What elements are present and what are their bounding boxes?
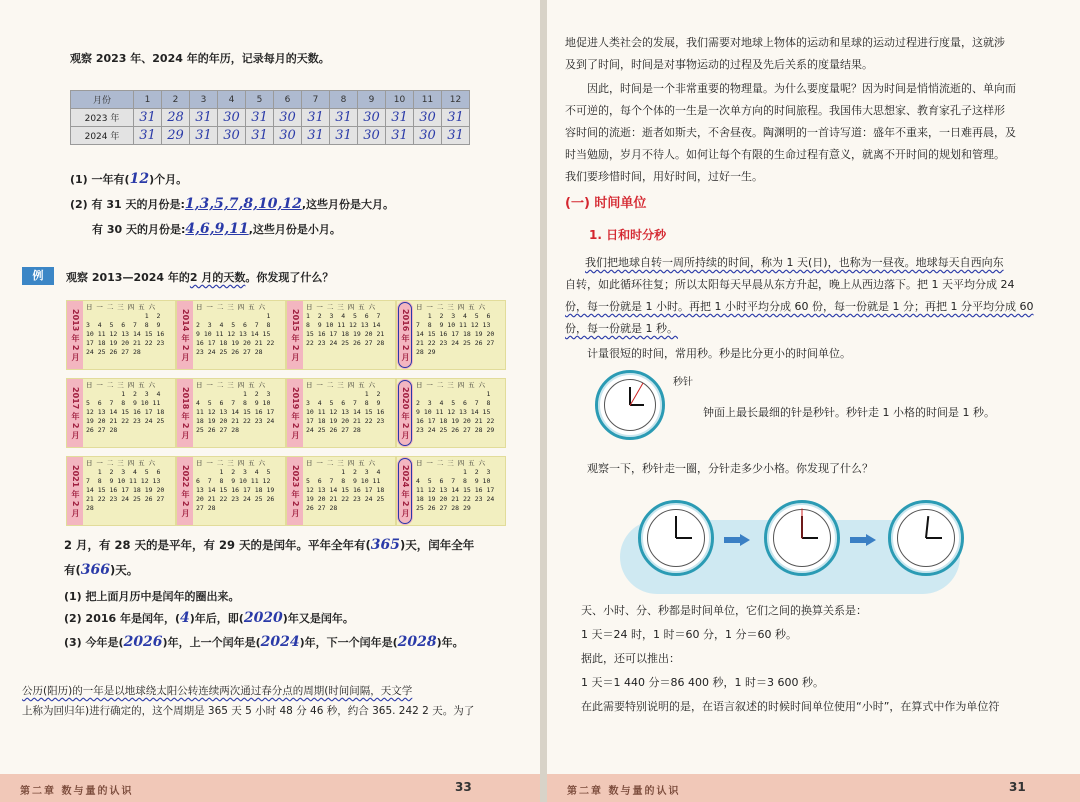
right-arrow-icon	[724, 534, 750, 546]
q3-suffix: ,这些月份是小月。	[248, 223, 341, 236]
clock-icon-end	[888, 500, 964, 576]
para1-answer-2: 366	[80, 562, 110, 578]
subsection-title: 1. 日和时分秒	[589, 228, 667, 242]
calendar-week-row: 18 19 20 21 22 23 24	[196, 417, 275, 425]
day-cell: 31	[386, 127, 414, 145]
example-tag: 例	[22, 267, 54, 285]
item2-answer-2: 2020	[243, 610, 283, 626]
text-line-1: 地促进人类社会的发展，我们需要对地球上物体的运动和星球的运动过程进行度量，这就涉	[565, 36, 1005, 49]
calendar-week-row: 14 15 16 17 18 19 20	[86, 486, 165, 494]
calendar-days	[196, 303, 274, 357]
second-hand	[802, 509, 803, 539]
calendar-days	[196, 381, 274, 435]
calendar-week-row: 1 2 3 4 5	[196, 468, 271, 476]
calendar-week-row: 28	[86, 504, 94, 512]
day-cell: 30	[358, 127, 386, 145]
para2-line-5: 我们要珍惜时间，用好时间，过好一生。	[565, 170, 763, 183]
page-number: 31	[1009, 780, 1026, 794]
example-text-b: 2 月的天数	[189, 271, 246, 284]
item2-b: )年后，即(	[189, 612, 244, 625]
left-footer	[0, 774, 540, 802]
q2-suffix: ,这些月份是大月。	[301, 198, 395, 211]
chapter-label: 第二章 数与量的认识	[567, 786, 681, 797]
calendar-week-row: 8 9 10 11 12 13 14	[306, 321, 381, 329]
item3-answer-2: 2024	[260, 634, 300, 650]
question-3	[92, 222, 341, 237]
calendar-week-row: 19 20 21 22 23 24 25	[306, 495, 385, 503]
page-number: 33	[455, 780, 472, 794]
calendar-week-row: 日 一 二 三 四 五 六	[196, 381, 265, 389]
item3-answer-3: 2028	[397, 634, 437, 650]
item3-b: )年，上一个闰年是(	[162, 636, 261, 649]
q3-prefix: 有 30 天的月份是:	[92, 223, 186, 236]
calendar-days	[86, 381, 164, 435]
bottom-para-line-2: 上称为回归年)进行确定的，这个周期是 365 天 5 小时 48 分 46 秒，约合 365. 242 2 天。为了	[22, 705, 475, 717]
item3-c: )年，下一个闰年是(	[299, 636, 398, 649]
example-text-c: 。你发现了什么？	[245, 271, 334, 284]
calendar-week-row: 17 18 19 20 21 22 23	[86, 339, 165, 347]
calendar-week-row: 14 15 16 17 18 19 20	[416, 330, 495, 338]
calendar-week-row: 日 一 二 三 四 五 六	[306, 303, 375, 311]
hour-hand	[630, 404, 644, 406]
right-footer	[547, 774, 1080, 802]
calendar-week-row: 日 一 二 三 四 五 六	[86, 381, 155, 389]
time-definition: 及到了时间，时间是对事物运动的过程及先后关系的度量结果。	[565, 58, 873, 71]
day-cell: 30	[358, 109, 386, 127]
section-title: (一) 时间单位	[565, 196, 647, 211]
day-cell: 29	[162, 127, 190, 145]
february-calendar	[176, 300, 286, 370]
table-row	[71, 109, 470, 127]
q1-suffix: )个月。	[149, 173, 188, 186]
day-cell: 31	[330, 109, 358, 127]
calendar-week-row: 12 13 14 15 16 17 18	[86, 408, 165, 416]
calendar-year-label: 2013 年 2 月	[67, 301, 83, 369]
february-calendar	[66, 378, 176, 448]
clock-icon-middle	[764, 500, 840, 576]
row-label: 2023 年	[71, 109, 134, 127]
para1-a: 2 月，有 28 天的是平年，有 29 天的是闰年。平年全年有(	[64, 538, 371, 552]
day-cell: 30	[274, 109, 302, 127]
item2-c: )年又是闰年。	[282, 612, 354, 625]
month-cell: 9	[358, 91, 386, 109]
calendar-week-row: 日 一 二 三 四 五 六	[416, 459, 485, 467]
q2-prefix: (2) 有 31 天的月份是:	[70, 198, 185, 211]
calendar-week-row: 1 2 3 4 5 6 7	[306, 312, 381, 320]
calendar-week-row: 18 19 20 21 22 23 24	[416, 495, 495, 503]
day-cell: 30	[218, 127, 246, 145]
calendar-week-row: 1 2 3 4 5 6	[416, 312, 491, 320]
para3-line-1: 我们把地球自转一周所持续的时间，称为 1 天(日)，也称为一昼夜。地球每天自西向东	[585, 256, 1004, 269]
units-intro: 天、小时、分、秒都是时间单位，它们之间的换算关系是：	[581, 604, 867, 617]
month-cell: 8	[330, 91, 358, 109]
chapter-label: 第二章 数与量的认识	[20, 786, 134, 797]
units-relation-2: 1 天＝1 440 分＝86 400 秒，1 时＝3 600 秒。	[581, 676, 824, 689]
calendar-week-row: 22 23 24 25 26 27 28	[306, 339, 385, 347]
calendar-week-row: 25 26 27 28	[196, 426, 240, 434]
right-page	[547, 0, 1080, 802]
clock-icon-start	[638, 500, 714, 576]
february-calendar	[66, 300, 176, 370]
para1-d: )天。	[110, 563, 139, 577]
para2-line-4: 时当勉励，岁月不待人。如何让每个有限的生命过程有意义，就离不开时间的规划和管理。	[565, 148, 1005, 161]
month-cell: 3	[190, 91, 218, 109]
day-cell: 31	[134, 127, 162, 145]
calendar-week-row: 4 5 6 7 8 9 10	[196, 399, 271, 407]
right-arrow-icon	[850, 534, 876, 546]
hour-hand	[676, 537, 692, 539]
calendar-week-row: 24 25 26 27 28	[306, 426, 361, 434]
para4: 计量很短的时间，常用秒。秒是比分更小的时间单位。	[587, 347, 851, 360]
para1-b: )天，闰年全年	[400, 538, 475, 552]
calendar-week-row: 5 6 7 8 9 10 11	[306, 477, 381, 485]
calendar-week-row: 20 21 22 23 24 25 26	[196, 495, 275, 503]
calendar-week-row: 9 10 11 12 13 14 15	[196, 330, 271, 338]
question-1	[70, 172, 187, 187]
calendar-week-row: 11 12 13 14 15 16 17	[416, 486, 495, 494]
calendar-week-row: 1 2 3 4	[86, 390, 161, 398]
table-header-label: 月份	[71, 91, 134, 109]
month-cell: 4	[218, 91, 246, 109]
calendar-week-row: 23 24 25 26 27 28	[196, 348, 263, 356]
item2-a: (2) 2016 年是闰年，(	[64, 612, 181, 625]
calendar-week-row: 6 7 8 9 10 11 12	[196, 477, 271, 485]
calendar-week-row: 1 2 3 4 5 6	[86, 468, 161, 476]
calendar-days	[196, 459, 274, 513]
calendar-week-row: 日 一 二 三 四 五 六	[196, 459, 265, 467]
para2-line-2: 不可逆的，每个个体的一生是一次单方向的时间旅程。我国伟大思想家、教育家孔子这样形	[565, 104, 1005, 117]
table-header-row	[71, 91, 470, 109]
day-cell: 31	[386, 109, 414, 127]
text-line-2	[565, 58, 873, 72]
calendar-days	[416, 303, 494, 357]
calendar-week-row: 日 一 二 三 四 五 六	[416, 303, 485, 311]
february-calendar	[66, 456, 176, 526]
february-calendar	[286, 300, 396, 370]
calendar-week-row: 7 8 9 10 11 12 13	[416, 321, 491, 329]
calendar-week-row: 13 14 15 16 17 18 19	[196, 486, 275, 494]
calendar-week-row: 10 11 12 13 14 15 16	[306, 408, 385, 416]
calendar-week-row: 21 22 23 24 25 26 27	[416, 339, 495, 347]
calendar-week-row: 17 18 19 20 21 22 23	[306, 417, 385, 425]
day-cell: 30	[218, 109, 246, 127]
calendar-year-label: 2015 年 2 月	[287, 301, 303, 369]
calendar-year-label: 2016 年 2 月	[397, 301, 413, 369]
calendar-week-row: 1	[196, 312, 271, 320]
day-cell: 31	[442, 109, 470, 127]
day-cell: 31	[246, 127, 274, 145]
calendar-days	[306, 381, 384, 435]
calendar-week-row: 16 17 18 19 20 21 22	[416, 417, 495, 425]
bottom-para-line-1: 公历(阳历)的一年是以地球绕太阳公转连续两次通过春分点的周期(时间间隔，天文学	[22, 685, 413, 697]
calendar-week-row: 1 2	[306, 390, 381, 398]
item-1: (1) 把上面月历中是闰年的圈出来。	[64, 590, 240, 603]
calendar-week-row: 1 2 3	[196, 390, 271, 398]
calendar-week-row: 1 2 3 4	[306, 468, 381, 476]
para3-line-2: 自转，如此循环往复；所以太阳每天早晨从东方升起，晚上从西边落下。把 1 天平均分成 24	[565, 278, 1015, 291]
calendar-year-label: 2023 年 2 月	[287, 457, 303, 525]
calendar-week-row: 2 3 4 5 6 7 8	[416, 399, 491, 407]
february-calendar	[396, 456, 506, 526]
para1-c: 有(	[64, 563, 81, 577]
para2-line-3: 容时间的流逝：逝者如斯夫，不舍昼夜。陶渊明的一首诗写道：盛年不重来，一日难再晨，及	[565, 126, 1016, 139]
calendar-week-row: 日 一 二 三 四 五 六	[86, 303, 155, 311]
day-cell: 31	[134, 109, 162, 127]
calendar-week-row: 1 2 3	[416, 468, 491, 476]
table-row	[71, 127, 470, 145]
day-cell: 31	[246, 109, 274, 127]
calendar-week-row: 7 8 9 10 11 12 13	[86, 477, 161, 485]
month-days-table	[70, 90, 470, 145]
minute-hand	[675, 516, 677, 538]
day-cell: 30	[274, 127, 302, 145]
day-cell: 30	[414, 109, 442, 127]
calendar-year-label: 2018 年 2 月	[177, 379, 193, 447]
month-cell: 10	[386, 91, 414, 109]
february-calendar	[396, 300, 506, 370]
observe-text: 观察一下，秒针走一圈，分针走多少小格。你发现了什么？	[587, 462, 873, 475]
day-cell: 31	[190, 127, 218, 145]
calendar-week-row: 19 20 21 22 23 24 25	[86, 417, 165, 425]
leap-year-para-2	[64, 563, 138, 577]
item-3	[64, 635, 464, 650]
q1-prefix: (1) 一年有(	[70, 173, 130, 186]
calendar-days	[86, 459, 164, 513]
february-calendar	[286, 378, 396, 448]
day-cell: 31	[442, 127, 470, 145]
calendar-year-label: 2022 年 2 月	[177, 457, 193, 525]
day-cell: 31	[302, 109, 330, 127]
calendar-year-label: 2021 年 2 月	[67, 457, 83, 525]
q1-answer: 12	[129, 171, 150, 187]
para2-line-1: 因此，时间是一个非常重要的物理量。为什么要度量呢？因为时间是悄悄流逝的、单向而	[587, 82, 1016, 95]
calendar-week-row: 25 26 27 28 29	[416, 504, 471, 512]
day-cell: 30	[414, 127, 442, 145]
clock-caption: 钟面上最长最细的针是秒针。秒针走 1 小格的时间是 1 秒。	[703, 406, 995, 419]
calendar-week-row: 日 一 二 三 四 五 六	[416, 381, 485, 389]
units-relation-1: 1 天＝24 时，1 时＝60 分，1 分＝60 秒。	[581, 628, 797, 641]
leap-year-para	[64, 538, 474, 552]
calendar-week-row: 日 一 二 三 四 五 六	[196, 303, 265, 311]
item-2	[64, 611, 354, 626]
calendar-week-row: 4 5 6 7 8 9 10	[416, 477, 491, 485]
calendar-week-row: 2 3 4 5 6 7 8	[196, 321, 271, 329]
hour-hand	[926, 537, 942, 539]
item3-a: (3) 今年是(	[64, 636, 124, 649]
calendar-week-row: 3 4 5 6 7 8 9	[86, 321, 161, 329]
calendar-week-row: 28 29	[416, 348, 436, 356]
day-cell: 28	[162, 109, 190, 127]
special-note: 在此需要特别说明的是，在语言叙述的时候时间单位使用“小时”，在算式中作为单位符	[581, 700, 1000, 713]
calendar-week-row: 27 28	[196, 504, 216, 512]
month-cell: 11	[414, 91, 442, 109]
calendar-week-row: 9 10 11 12 13 14 15	[416, 408, 491, 416]
para1-answer-1: 365	[370, 537, 401, 553]
calendar-year-label: 2020 年 2 月	[397, 379, 413, 447]
day-cell: 31	[190, 109, 218, 127]
calendar-days	[416, 381, 494, 435]
para3-line-4: 份，每一份就是 1 秒。	[565, 322, 678, 335]
hour-hand	[802, 537, 818, 539]
day-cell: 31	[302, 127, 330, 145]
calendar-year-label: 2017 年 2 月	[67, 379, 83, 447]
calendar-week-row: 11 12 13 14 15 16 17	[196, 408, 275, 416]
calendar-days	[306, 459, 384, 513]
q3-answer: 4,6,9,11	[185, 221, 249, 237]
item3-answer-1: 2026	[123, 634, 163, 650]
example-text	[66, 271, 333, 285]
clock-icon	[595, 370, 665, 440]
calendar-week-row: 日 一 二 三 四 五 六	[306, 381, 375, 389]
calendar-week-row: 10 11 12 13 14 15 16	[86, 330, 165, 338]
q2-answer: 1,3,5,7,8,10,12	[184, 196, 302, 212]
calendar-week-row: 23 24 25 26 27 28 29	[416, 426, 495, 434]
calendar-week-row: 日 一 二 三 四 五 六	[306, 459, 375, 467]
calendar-days	[416, 459, 494, 513]
month-cell: 2	[162, 91, 190, 109]
item3-d: )年。	[436, 636, 464, 649]
month-cell: 1	[134, 91, 162, 109]
intro-text: 观察 2023 年、2024 年的年历，记录每月的天数。	[70, 52, 330, 65]
february-calendar	[286, 456, 396, 526]
calendar-week-row: 12 13 14 15 16 17 18	[306, 486, 385, 494]
calendar-week-row: 3 4 5 6 7 8 9	[306, 399, 381, 407]
book-gutter	[540, 0, 547, 802]
day-cell: 31	[330, 127, 358, 145]
calendar-year-label: 2019 年 2 月	[287, 379, 303, 447]
row-label: 2024 年	[71, 127, 134, 145]
calendar-week-row: 5 6 7 8 9 10 11	[86, 399, 161, 407]
therefore-text: 据此，还可以推出：	[581, 652, 680, 665]
month-cell: 6	[274, 91, 302, 109]
february-calendar	[176, 456, 286, 526]
month-cell: 5	[246, 91, 274, 109]
calendar-week-row: 24 25 26 27 28	[86, 348, 141, 356]
february-calendar	[176, 378, 286, 448]
calendar-year-label: 2024 年 2 月	[397, 457, 413, 525]
calendar-week-row: 1 2	[86, 312, 161, 320]
month-cell: 7	[302, 91, 330, 109]
calendar-week-row: 21 22 23 24 25 26 27	[86, 495, 165, 503]
para3-line-3: 份，每一份就是 1 小时。再把 1 小时平均分成 60 份，每一份就是 1 分；再把 1 分平均分成 60	[565, 300, 1034, 313]
example-text-a: 观察 2013—2024 年的	[66, 271, 190, 284]
calendar-week-row: 15 16 17 18 19 20 21	[306, 330, 385, 338]
calendar-year-label: 2014 年 2 月	[177, 301, 193, 369]
second-hand-label: 秒针	[673, 377, 693, 388]
calendar-week-row: 26 27 28	[306, 504, 338, 512]
item2-answer-1: 4	[180, 610, 190, 626]
calendar-week-row: 26 27 28	[86, 426, 118, 434]
calendar-week-row: 日 一 二 三 四 五 六	[86, 459, 155, 467]
question-2	[70, 197, 394, 212]
calendar-week-row: 1	[416, 390, 491, 398]
calendar-days	[306, 303, 384, 348]
february-calendar	[396, 378, 506, 448]
calendar-days	[86, 303, 164, 357]
month-cell: 12	[442, 91, 470, 109]
calendar-week-row: 16 17 18 19 20 21 22	[196, 339, 275, 347]
